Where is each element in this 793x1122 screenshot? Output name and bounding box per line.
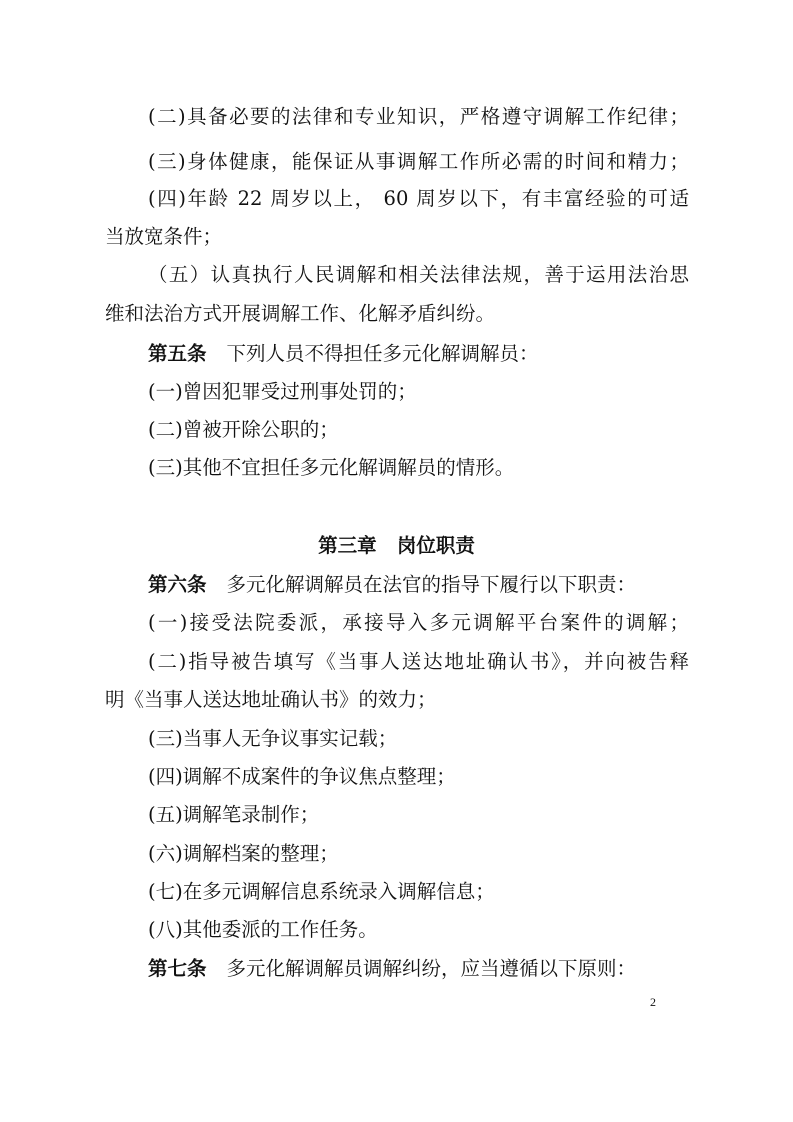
page-number: 2 — [650, 995, 656, 1009]
article-6-text: 多元化解调解员在法官的指导下履行以下职责： — [226, 573, 637, 596]
list-item: (八)其他委派的工作任务。 — [148, 918, 378, 941]
list-item: (三)其他不宜担任多元化解调解员的情形。 — [148, 456, 515, 479]
list-item: (四)调解不成案件的争议焦点整理； — [148, 765, 456, 788]
list-item: (三)当事人无争议事实记载； — [148, 727, 398, 750]
list-item: (二)曾被开除公职的； — [148, 418, 339, 441]
article-5 — [148, 342, 539, 366]
article-7-label: 第七条 — [148, 957, 207, 980]
list-item: 明《当事人送达地址确认书》的效力； — [105, 688, 437, 711]
list-item: (五)调解笔录制作； — [148, 803, 320, 826]
article-7-text: 多元化解调解员调解纠纷，应当遵循以下原则： — [226, 957, 637, 980]
article-6 — [148, 573, 636, 597]
chapter-title: 第三章 岗位职责 — [318, 534, 475, 557]
paragraph-line: （五）认真执行人民调解和相关法律法规，善于运用法治思 — [148, 263, 689, 286]
list-item: (六)调解档案的整理； — [148, 842, 339, 865]
list-item: (一)接受法院委派，承接导入多元调解平台案件的调解； — [148, 611, 689, 634]
paragraph-line: (三)身体健康，能保证从事调解工作所必需的时间和精力； — [148, 150, 689, 173]
article-5-label: 第五条 — [148, 342, 207, 365]
paragraph-line: (四)年龄 22 周岁以上， 60 周岁以下，有丰富经验的可适 — [148, 187, 689, 210]
list-item: (一)曾因犯罪受过刑事处罚的； — [148, 380, 417, 403]
paragraph-line: 维和法治方式开展调解工作、化解矛盾纠纷。 — [105, 302, 496, 325]
list-item: (七)在多元调解信息系统录入调解信息； — [148, 880, 495, 903]
article-7 — [148, 957, 636, 981]
paragraph-line: 当放宽条件； — [105, 225, 223, 248]
list-item: (二)指导被告填写《当事人送达地址确认书》，并向被告释 — [148, 650, 689, 673]
paragraph-line: (二)具备必要的法律和专业知识，严格遵守调解工作纪律； — [148, 105, 689, 128]
article-6-label: 第六条 — [148, 573, 207, 596]
article-5-text: 下列人员不得担任多元化解调解员： — [226, 342, 539, 365]
